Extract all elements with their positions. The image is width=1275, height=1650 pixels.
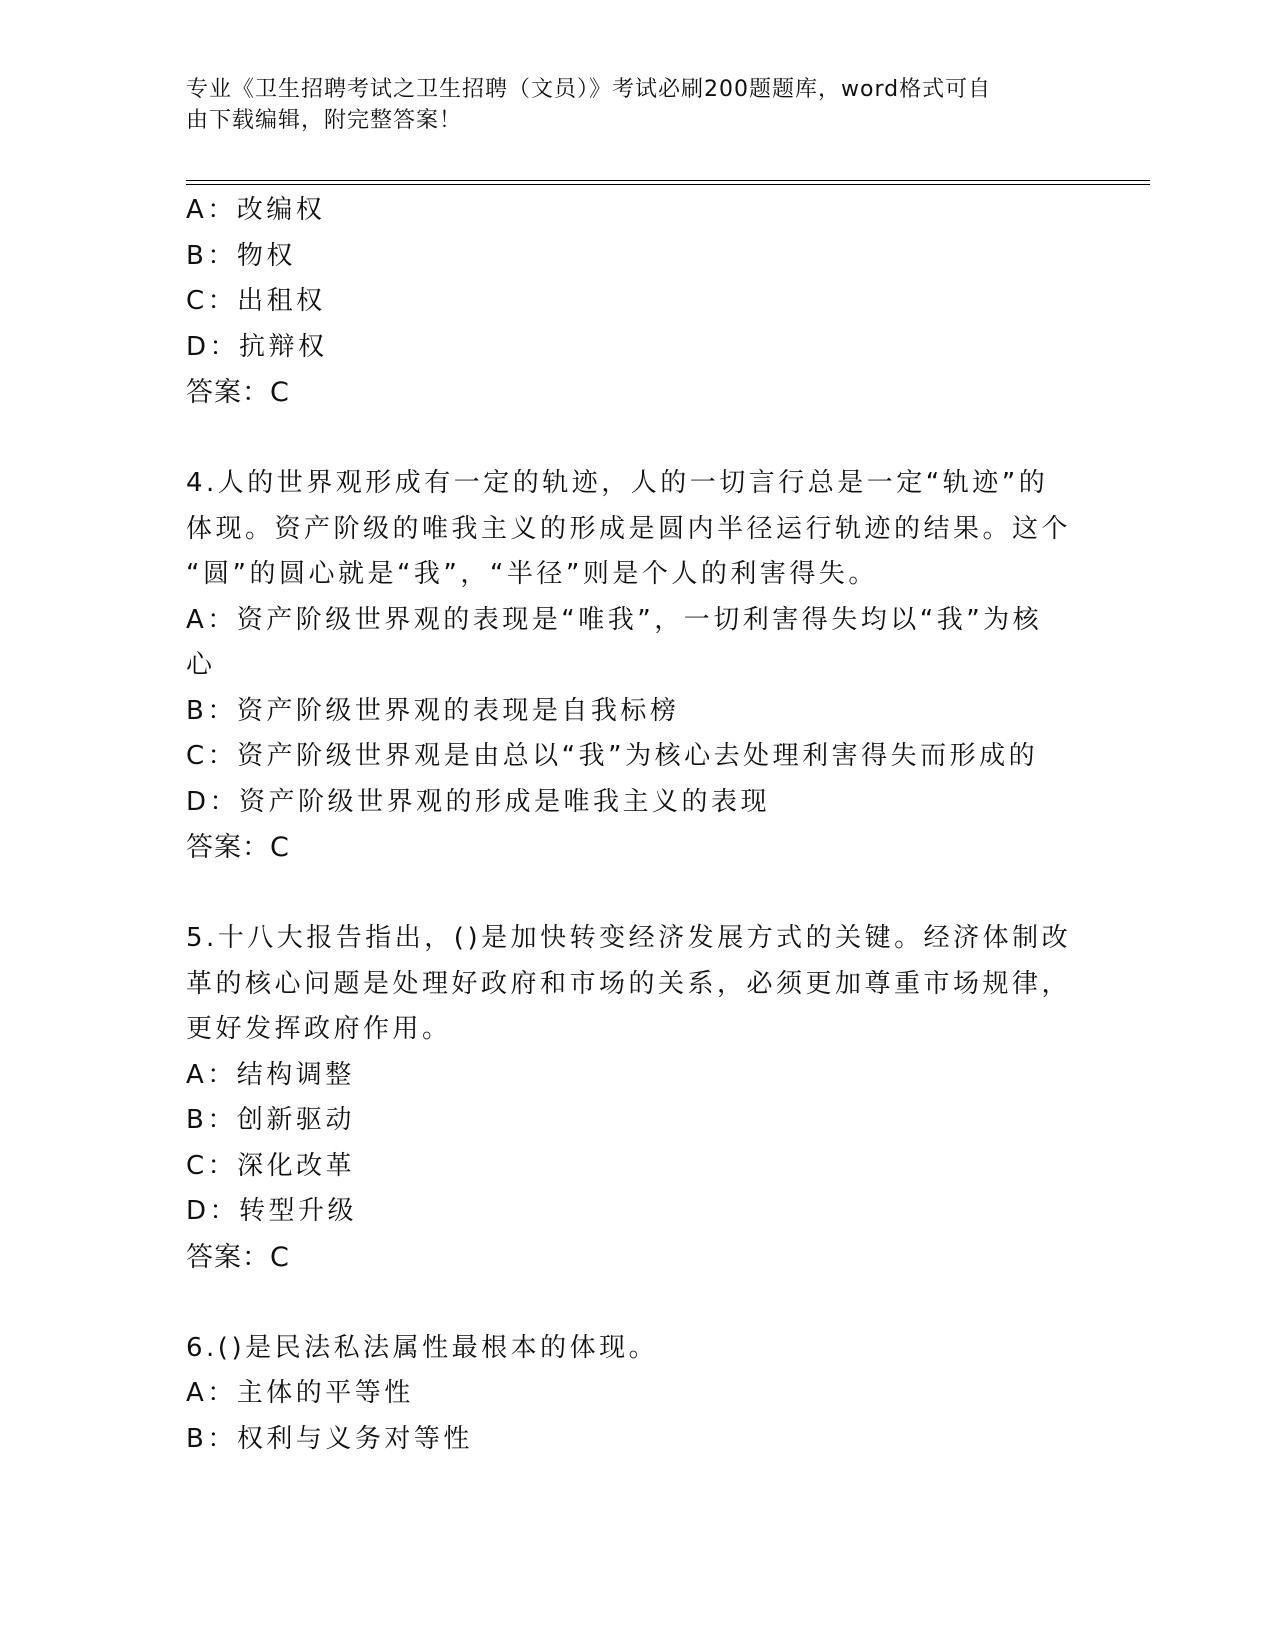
answer-line: 答案：C — [186, 1241, 290, 1273]
option-a: A：主体的平等性 — [186, 1378, 414, 1408]
option-a: A：结构调整 — [186, 1059, 355, 1090]
option-d: D：转型升级 — [186, 1196, 358, 1226]
question-stem-line: 5.十八大报告指出，()是加快转变经济发展方式的关键。经济体制改 — [186, 923, 1072, 953]
option-b: B：权利与义务对等性 — [186, 1423, 473, 1454]
question-stem-line: 更好发挥政府作用。 — [186, 1014, 452, 1044]
question-6 — [186, 1326, 1086, 1463]
option-d: D：抗辩权 — [186, 331, 328, 362]
question-stem-line: “圆”的圆心就是“我”，“半径”则是个人的利害得失。 — [186, 559, 878, 589]
option-a-continued: 心 — [186, 650, 216, 680]
option-a: A：资产阶级世界观的表现是“唯我”，一切利害得失均以“我”为核 — [186, 604, 1043, 635]
header-line-1: 专业《卫生招聘考试之卫生招聘（文员）》考试必刷200题题库，word格式可自 — [186, 77, 992, 102]
option-b: B：物权 — [186, 240, 296, 271]
header-rule-top — [186, 180, 1150, 181]
question-stem-line: 革的核心问题是处理好政府和市场的关系，必须更加尊重市场规律， — [186, 968, 1072, 999]
question-stem-line: 6.()是民法私法属性最根本的体现。 — [186, 1332, 659, 1363]
answer-line: 答案：C — [186, 377, 290, 408]
spacer — [186, 871, 1086, 916]
spacer — [186, 1281, 1086, 1326]
header-rule-bottom — [186, 184, 1150, 185]
option-c: C：资产阶级世界观是由总以“我”为核心去处理利害得失而形成的 — [186, 741, 1039, 771]
question-stem-line: 体现。资产阶级的唯我主义的形成是圆内半径运行轨迹的结果。这个 — [186, 513, 1072, 544]
question-list — [186, 188, 1086, 1462]
question-5 — [186, 916, 1086, 1281]
document-header — [186, 74, 1066, 136]
option-c: C：出租权 — [186, 286, 326, 316]
option-c: C：深化改革 — [186, 1150, 356, 1181]
option-b: B：创新驱动 — [186, 1105, 355, 1135]
question-4 — [186, 461, 1086, 871]
answer-line: 答案：C — [186, 832, 290, 863]
header-line-2: 由下载编辑，附完整答案！ — [186, 108, 463, 133]
spacer — [186, 416, 1086, 461]
option-b: B：资产阶级世界观的表现是自我标榜 — [186, 695, 680, 726]
question-3 — [186, 188, 1086, 416]
option-d: D：资产阶级世界观的形成是唯我主义的表现 — [186, 786, 771, 817]
question-stem-line: 4.人的世界观形成有一定的轨迹，人的一切言行总是一定“轨迹”的 — [186, 468, 1049, 498]
option-a: A：改编权 — [186, 195, 326, 225]
